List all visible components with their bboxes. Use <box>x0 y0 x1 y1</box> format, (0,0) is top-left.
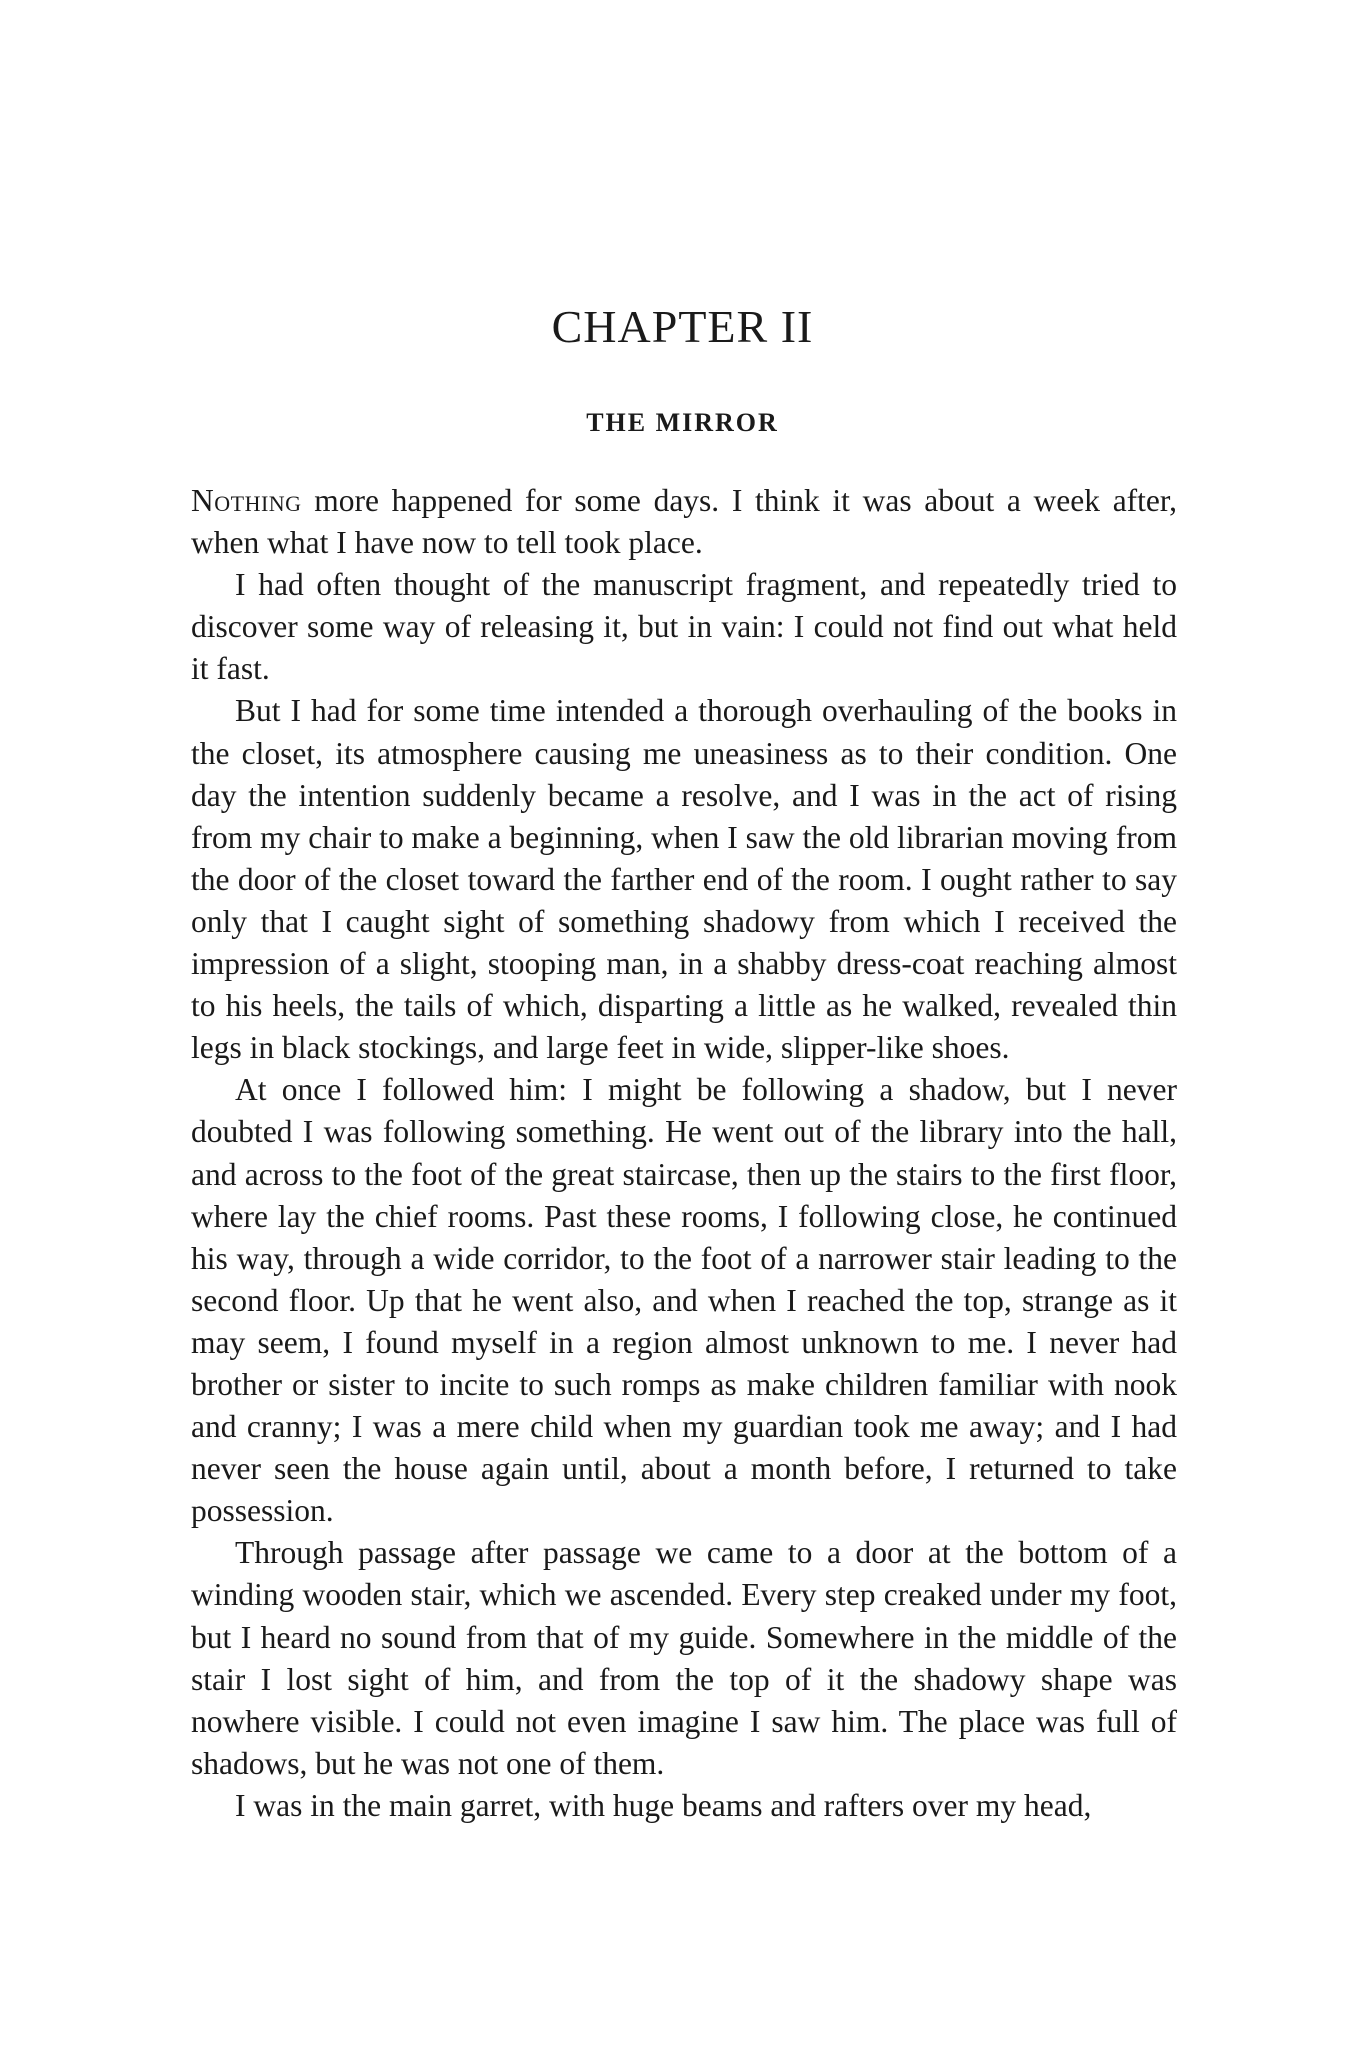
paragraph: But I had for some time intended a thorough overhauling of the books in the closet, its atmosphere causing me uneasiness as to their condition. One day the intention suddenly became a resolve, and I was in the act of rising from my chair to make a beginning, when I saw the old librarian moving from the door of the closet toward the farther end of the room. I ought rather to say only that I caught sight of something shadowy from which I received the impression of a slight, stooping man, in a shabby dress-coat reaching almost to his heels, the tails of which, disparting a little as he walked, revealed thin legs in black stockings, and large feet in wide, slipper-like shoes. <box>191 693 1177 1066</box>
chapter-title: CHAPTER II <box>551 301 814 352</box>
paragraph <box>191 480 1177 564</box>
paragraph: Through passage after passage we came to a door at the bottom of a winding wooden stair, which we ascended. Every step creaked under my foot, but I heard no sound from that of my guide. Somewhere in the middle of the stair I lost sight of him, and from the top of it the shadowy shape was nowhere visible. I could not even imagine I saw him. The place was full of shadows, but he was not one of them. <box>191 1535 1177 1781</box>
paragraph: At once I followed him: I might be following a shadow, but I never doubted I was following something. He went out of the library into the hall, and across to the foot of the great staircase, then up the stairs to the first floor, where lay the chief rooms. Past these rooms, I following close, he continued his way, through a wide corridor, to the foot of a narrower stair leading to the second floor. Up that he went also, and when I reached the top, strange as it may seem, I found myself in a region almost unknown to me. I never had brother or sister to incite to such romps as make children familiar with nook and cranny; I was a mere child when my guardian took me away; and I had never seen the house again until, about a month before, I returned to take possession. <box>191 1072 1177 1529</box>
paragraph: I was in the main garret, with huge beams and rafters over my head, <box>235 1787 1092 1823</box>
paragraph-text: more happened for some days. I think it was about a week after, when what I have now to tell took place. <box>191 483 1177 561</box>
chapter-subtitle: THE MIRROR <box>586 408 779 437</box>
drop-lead-word: Nothing <box>191 483 302 518</box>
chapter-body <box>191 480 1177 1827</box>
paragraph: I had often thought of the manuscript fragment, and repeatedly tried to discover some way of releasing it, but in vain: I could not find out what held it fast. <box>191 567 1177 687</box>
